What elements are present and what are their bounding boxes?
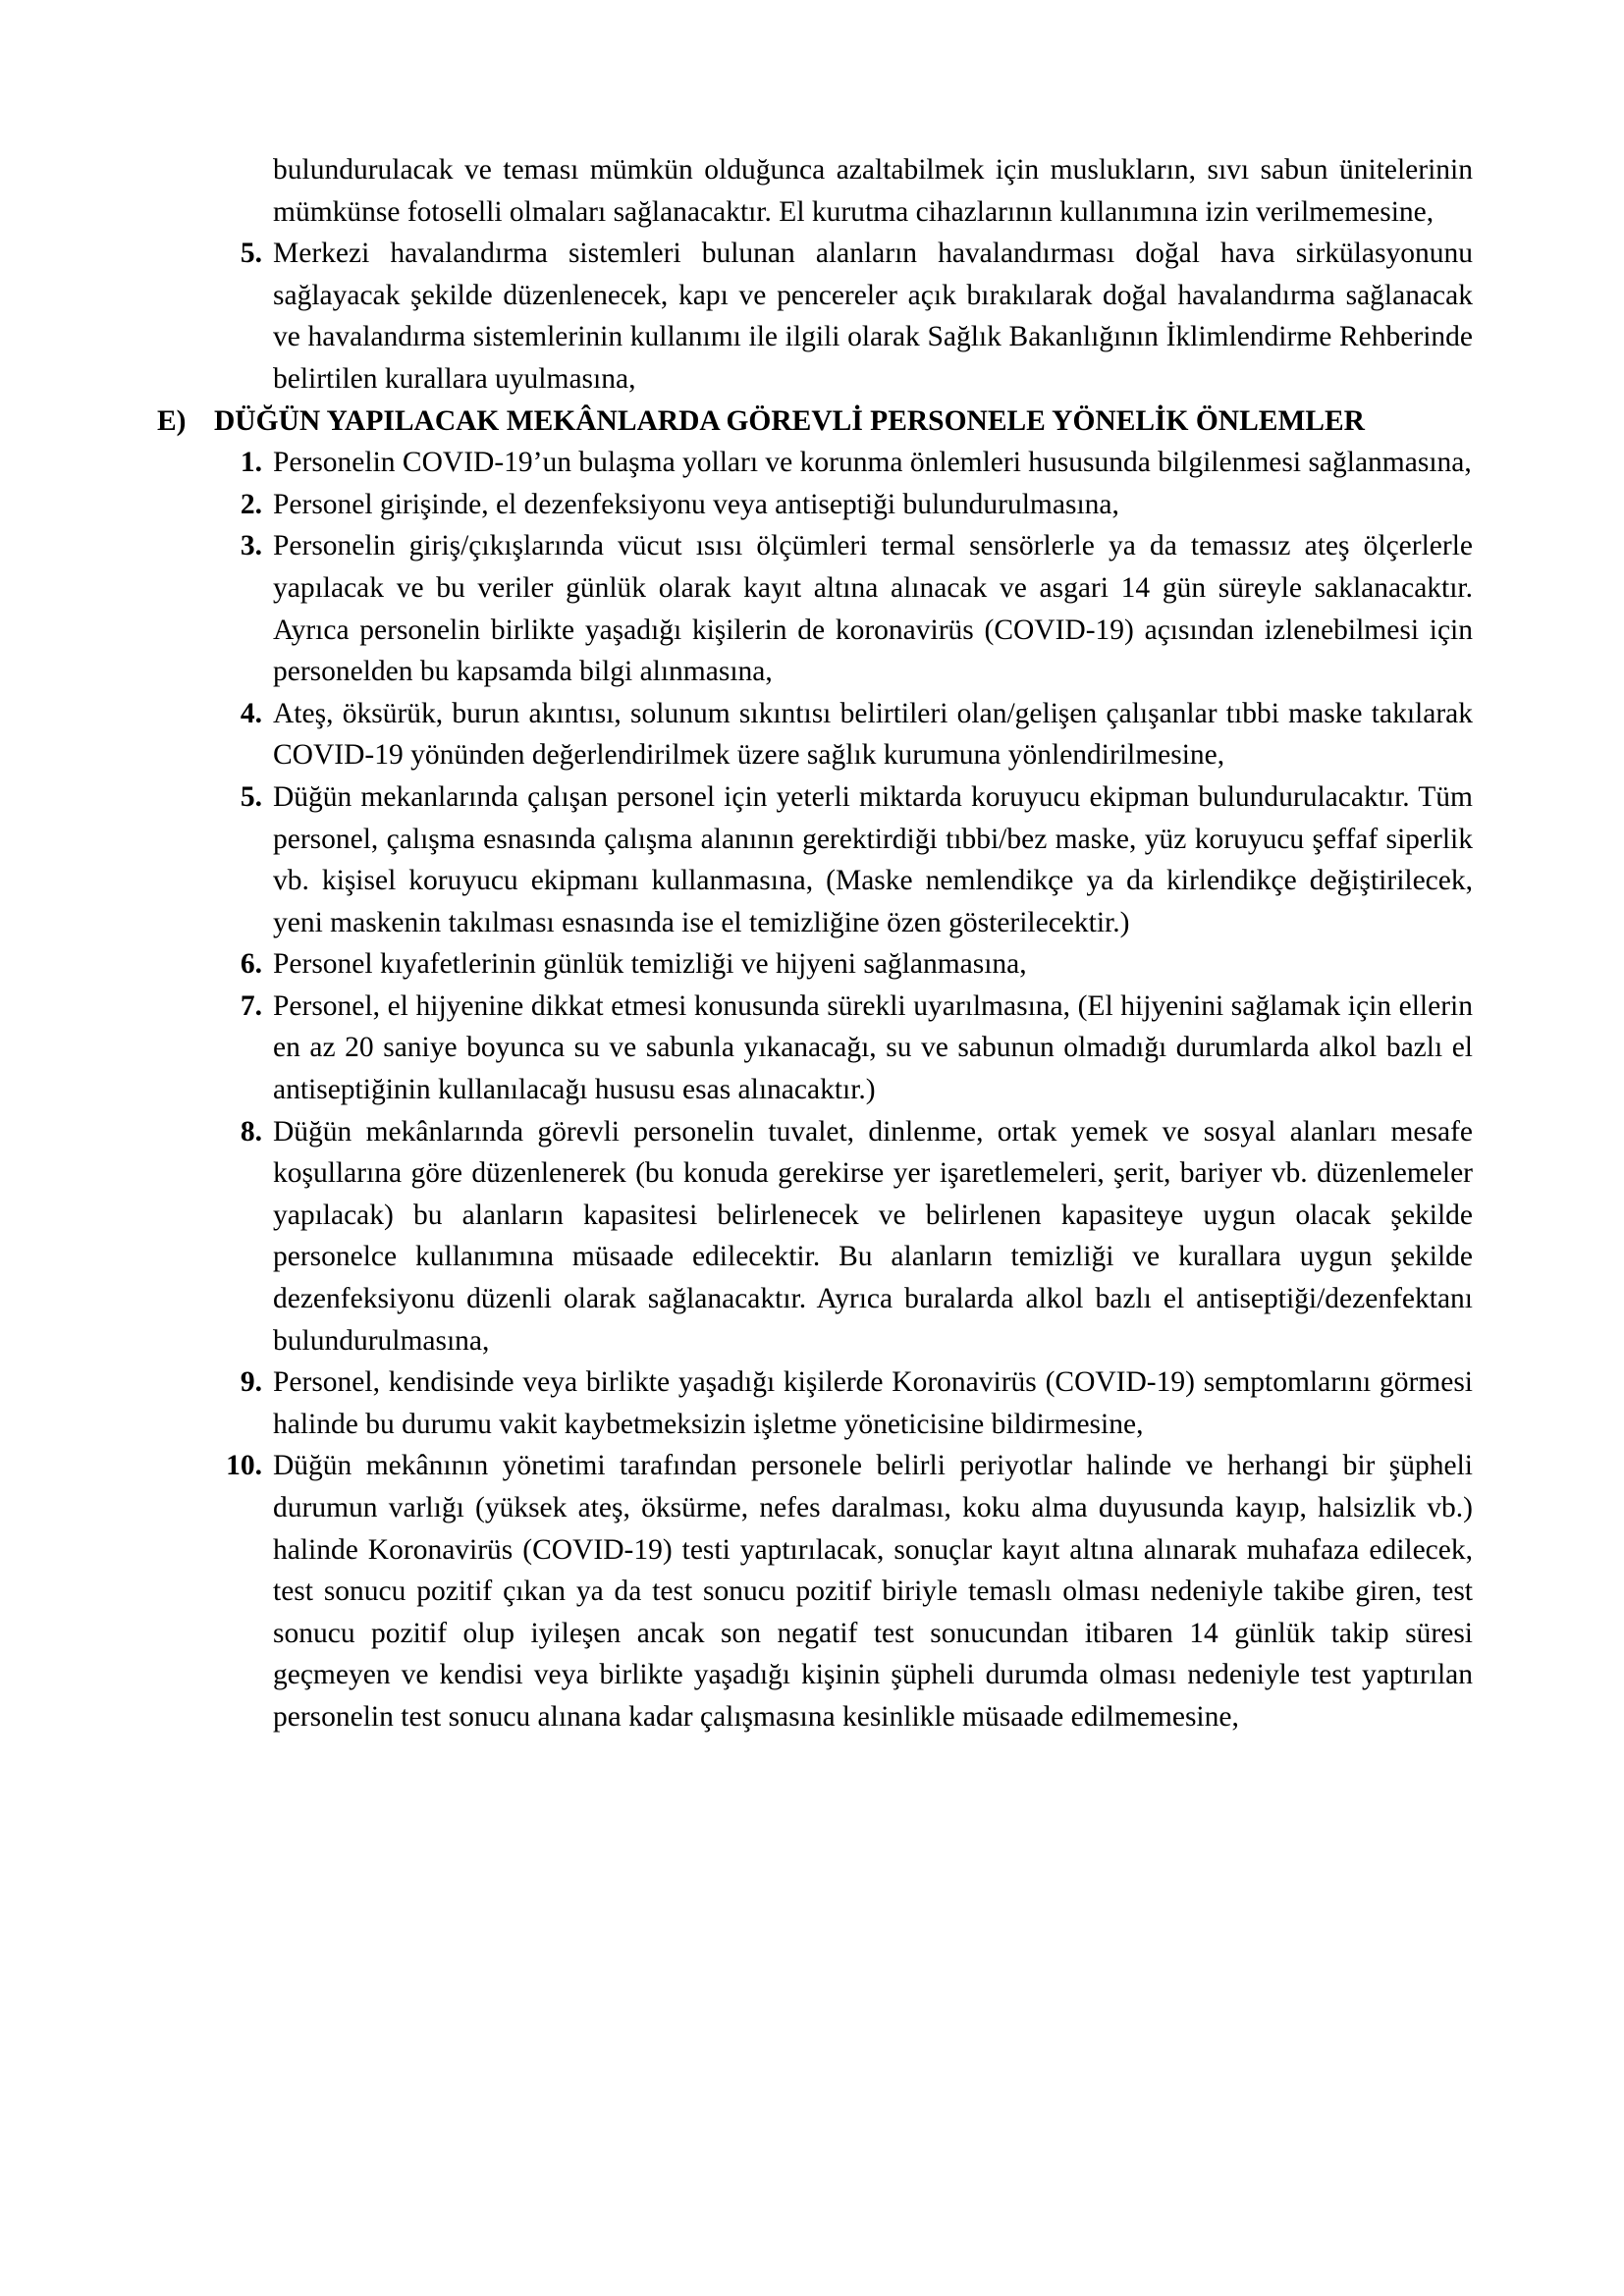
list-item-3 (157, 525, 1473, 692)
list-item-4 (157, 693, 1473, 776)
list-item-number: 1. (240, 447, 262, 479)
list-item-text: Düğün mekanlarında çalışan personel için yeterli miktarda koruyucu ekipman bulundurulacaktır. Tüm personel, çalışma esnasında çalışma alanının gerektirdiği tıbbi/bez maske, yüz koruyucu şeffaf siperlik vb. kişisel koruyucu ekipmanı kullanmasına, (Maske nemlendikçe ya da kirlendikçe değiştirilecek, yeni maskenin takılması esnasında ise el temizliğine özen gösterilecektir.) (273, 780, 1473, 938)
list-item-number: 7. (240, 989, 262, 1022)
list-item-text: Merkezi havalandırma sistemleri bulunan alanların havalandırması doğal hava sirkülasyonunu sağlayacak şekilde düzenlenecek, kapı ve pencereler açık bırakılarak doğal havalandırma sağlanacak ve havalandırma sistemlerinin kullanımı ile ilgili olarak Sağlık Bakanlığının İklimlendirme Rehberinde belirtilen kurallara uyulmasına, (273, 238, 1473, 395)
list-item-text: Düğün mekânlarında görevli personelin tuvalet, dinlenme, ortak yemek ve sosyal alanları mesafe koşullarına göre düzenlenerek (bu konuda gerekirse yer işaretlemeleri, şerit, bariyer vb. düzenlemeler yapılacak) bu alanların kapasitesi belirlenecek ve belirlenen kapasiteye uygun olacak şekilde personelce kullanımına müsaade edilecektir. Bu alanların temizliği ve kurallara uygun şekilde dezenfeksiyonu düzenli olarak sağlanacaktır. Ayrıca buralarda alkol bazlı el antiseptiği/dezenfektanı bulundurulmasına, (273, 1115, 1473, 1357)
list-item-10 (157, 1445, 1473, 1737)
list-item-text: Ateş, öksürük, burun akıntısı, solunum sıkıntısı belirtileri olan/gelişen çalışanlar tıbbi maske takılarak COVID-19 yönünden değerlendirilmek üzere sağlık kurumuna yönlendirilmesine, (273, 697, 1473, 772)
list-item-text: Personel kıyafetlerinin günlük temizliği ve hijyeni sağlanmasına, (273, 948, 1027, 981)
list-item-number: 8. (240, 1115, 262, 1148)
previous-section-list (157, 233, 1473, 400)
continued-paragraph: bulundurulacak ve teması mümkün olduğunca azaltabilmek için muslukların, sıvı sabun ünitelerinin mümkünse fotoselli olmaları sağlanacaktır. El kurutma cihazlarının kullanımına izin verilmemesine, (273, 154, 1473, 228)
section-letter: E) (157, 404, 187, 437)
list-item-text: Personelin giriş/çıkışlarında vücut ısısı ölçümleri termal sensörlerle ya da temassız ateş ölçerlerle yapılacak ve bu veriler günlük olarak kayıt altına alınacak ve asgari 14 gün süreyle saklanacaktır. Ayrıca personelin birlikte yaşadığı kişilerin de koronavirüs (COVID-19) açısından izlenebilmesi için personelden bu kapsamda bilgi alınmasına, (273, 530, 1473, 688)
list-item-number: 10. (226, 1450, 262, 1482)
section-heading (157, 400, 1473, 443)
list-item-text: Düğün mekânının yönetimi tarafından personele belirli periyotlar halinde ve herhangi bir şüpheli durumun varlığı (yüksek ateş, öksürme, nefes daralması, koku alma duyusunda kayıp, halsizlik vb.) halinde Koronavirüs (COVID-19) testi yaptırılacak, sonuçlar kayıt altına alınarak muhafaza edilecek, test sonucu pozitif çıkan ya da test sonucu pozitif biriyle temaslı olması nedeniyle takibe giren, test sonucu pozitif olup iyileşen ancak son negatif test sonucundan itibaren 14 günlük takip süresi geçmeyen ve kendisi veya birlikte yaşadığı kişinin şüpheli durumda olması nedeniyle test yaptırılan personelin test sonucu alınana kadar çalışmasına kesinlikle müsaade edilmemesine, (273, 1450, 1473, 1733)
list-item-7 (157, 986, 1473, 1111)
list-item-6 (157, 943, 1473, 986)
list-item-text: Personel, el hijyenine dikkat etmesi konusunda sürekli uyarılmasına, (El hijyenini sağlamak için ellerin en az 20 saniye boyunca su ve sabunla yıkanacağı, su ve sabunun olmadığı durumlarda alkol bazlı el antiseptiğinin kullanılacağı hususu esas alınacaktır.) (273, 989, 1473, 1106)
list-item-number: 4. (240, 697, 262, 729)
list-item-2 (157, 484, 1473, 526)
list-item-5 (157, 776, 1473, 943)
list-item-number: 5. (240, 780, 262, 813)
section-e-list (157, 442, 1473, 1737)
list-item-number: 6. (240, 948, 262, 981)
list-item-text: Personel, kendisinde veya birlikte yaşadığı kişilerde Koronavirüs (COVID-19) semptomlarını görmesi halinde bu durumu vakit kaybetmeksizin işletme yöneticisine bildirmesine, (273, 1366, 1473, 1440)
list-item-9 (157, 1362, 1473, 1445)
list-item-text: Personelin COVID-19’un bulaşma yolları ve korunma önlemleri hususunda bilgilenmesi sağlanmasına, (273, 447, 1472, 479)
list-item-text: Personel girişinde, el dezenfeksiyonu veya antiseptiği bulundurulmasına, (273, 488, 1119, 520)
list-item-number: 3. (240, 530, 262, 562)
list-item-number: 9. (240, 1366, 262, 1399)
list-item-number: 5. (240, 238, 262, 270)
list-item-1 (157, 442, 1473, 484)
list-item-number: 2. (240, 488, 262, 520)
list-item-5-prev (157, 233, 1473, 400)
list-item-8 (157, 1111, 1473, 1362)
section-title: DÜĞÜN YAPILACAK MEKÂNLARDA GÖREVLİ PERSONELE YÖNELİK ÖNLEMLER (214, 404, 1365, 437)
document-body (157, 149, 1473, 1738)
